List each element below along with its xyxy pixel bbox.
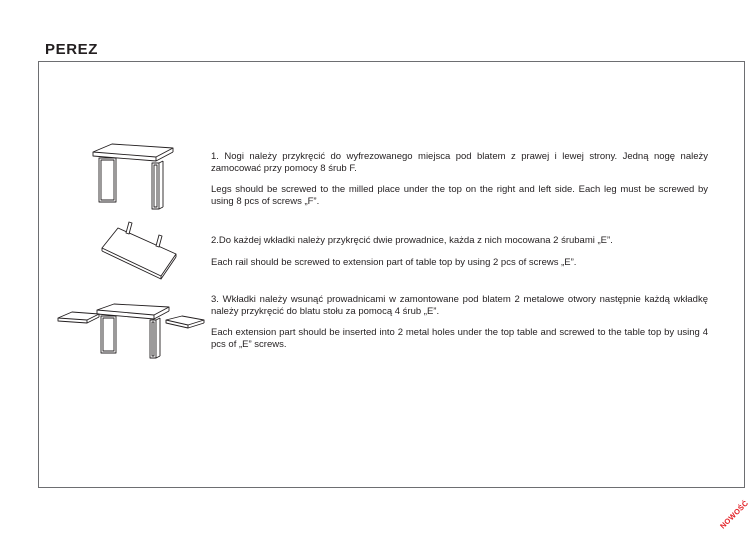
step-3-text-pl: 3. Wkładki należy wsunąć prowadnicami w zamontowane pod blatem 2 metalowe otwory następnie każdą wkładkę należy przykręcić do blatu stołu za pomocą 4 śrub „E”. — [211, 294, 708, 317]
step-3-text-en: Each extension part should be inserted into 2 metal holes under the top table and screwed to the table top by using 4 pcs of „E” screws. — [211, 327, 708, 350]
step-1 — [211, 151, 708, 207]
step-1-text-pl: 1. Nogi należy przykręcić do wyfrezowanego miejsca pod blatem z prawej i lewej strony. Jedną nogę należy zamocować przy pomocy 8 śrub F. — [211, 151, 708, 174]
step-1-text-en: Legs should be screwed to the milled place under the top on the right and left side. Each leg must be screwed by using 8 pcs of screws „F”. — [211, 184, 708, 207]
step-2 — [211, 235, 708, 268]
extension-rails-illustration — [98, 216, 188, 288]
step-2-text-pl: 2.Do każdej wkładki należy przykręcić dwie prowadnice, każda z nich mocowana 2 śrubami „E”. — [211, 235, 613, 246]
page-title: PEREZ — [45, 41, 99, 58]
table-extensions-illustration — [54, 300, 209, 365]
step-3 — [211, 294, 708, 350]
new-badge: NOWOŚĆ — [718, 498, 751, 531]
table-legs-illustration — [90, 140, 180, 215]
step-2-text-en: Each rail should be screwed to extension part of table top by using 2 pcs of screws „E”. — [211, 256, 577, 268]
